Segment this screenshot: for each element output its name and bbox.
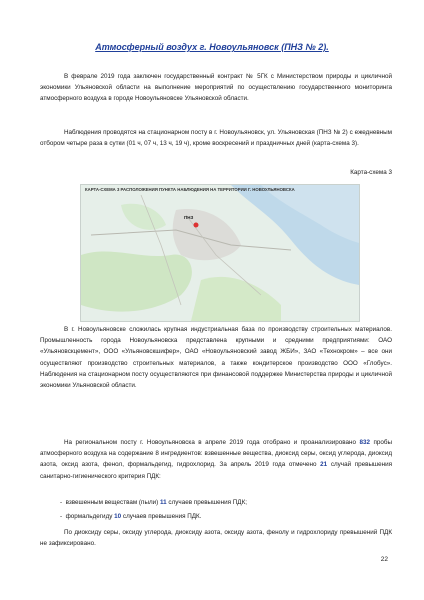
bullet-label: взвешенным веществам (пыли) <box>65 499 161 506</box>
samples-count: 832 <box>359 439 370 446</box>
map-title: КАРТА-СХЕМА 3 РАСПОЛОЖЕНИЯ ПУНКТА НАБЛЮДЕНИЯ НА ТЕРРИТОРИИ Г. НОВОУЛЬЯНОВСКА <box>85 187 295 192</box>
text-fragment: На региональном посту г. Новоульяновска в апреле 2019 года отобрано и проанализировано <box>64 439 360 446</box>
bullet-dash: - <box>60 499 63 506</box>
paragraph-observations: Наблюдения проводятся на стационарном посту в г. Новоульяновск, ул. Ульяновская (ПНЗ № 2) с ежедневным отбором четыре раза в сутки (01 ч, 07 ч, 13 ч, 19 ч), кроме воскресений и праздничных дней (карта-схема 3). <box>40 129 392 148</box>
bullet-number: 11 <box>160 499 167 506</box>
page-title: Атмосферный воздух г. Новоульяновск (ПНЗ № 2). <box>95 42 329 52</box>
list-item <box>60 497 247 508</box>
text-fragment: случай превышения санитарно-гигиенического критерия ПДК: <box>40 461 393 480</box>
paragraph-samples <box>40 437 392 482</box>
bullet-label: формальдегиду <box>65 513 115 520</box>
map-graphic <box>81 185 359 321</box>
text-fragment: пробы атмосферного воздуха на содержание 8 ингредиентов: взвешенные вещества, диоксид серы, оксид углерода, диоксид азота, оксид азота, фенол, формальдегид, гидрохлорид. За апрель 2019 года отмечено <box>40 439 393 469</box>
paragraph-industry: В г. Новоульяновске сложилась крупная индустриальная база по производству строительных материалов. Промышленность города Новоульяновска представлена крупными и средними предприятиями: ОАО «Ульяновскцемент», ООО «Ульяновскшифер», ОАО «Новоульяновский завод ЖБИ», ЗАО «Технокром» – все они осуществляют производство строительных материалов, а также кондитерское производство ООО «Глобус». Наблюдения на стационарном посту осуществляются при финансовой поддержке Министерства природы и цикличной экономики Ульяновской области. <box>40 326 392 390</box>
list-item <box>60 511 201 522</box>
page-number: 22 <box>380 556 388 563</box>
map-marker-label: ПНЗ <box>184 215 194 220</box>
map-image <box>80 184 360 322</box>
paragraph-no-exceedances: По диоксиду серы, оксиду углерода, диоксиду азота, оксиду азота, фенолу и гидрохлориду превышений ПДК не зафиксировано. <box>40 529 392 548</box>
bullet-number: 10 <box>114 513 122 520</box>
bullet-tail: случаев превышения ПДК. <box>121 513 202 520</box>
exceedances-count: 21 <box>320 461 328 469</box>
map-caption: Карта-схема 3 <box>350 169 392 176</box>
paragraph-contract: В феврале 2019 года заключен государственный контракт № 5ГК с Министерством природы и цикличной экономики Ульяновской области на выполнение мероприятий по осуществлению государственного мониторинга атмосферного воздуха в городе Новоульяновске Ульяновской области. <box>40 73 392 103</box>
bullet-dash: - <box>60 513 63 520</box>
station-marker-icon <box>194 223 199 228</box>
bullet-tail: случаев превышения ПДК; <box>166 499 247 506</box>
